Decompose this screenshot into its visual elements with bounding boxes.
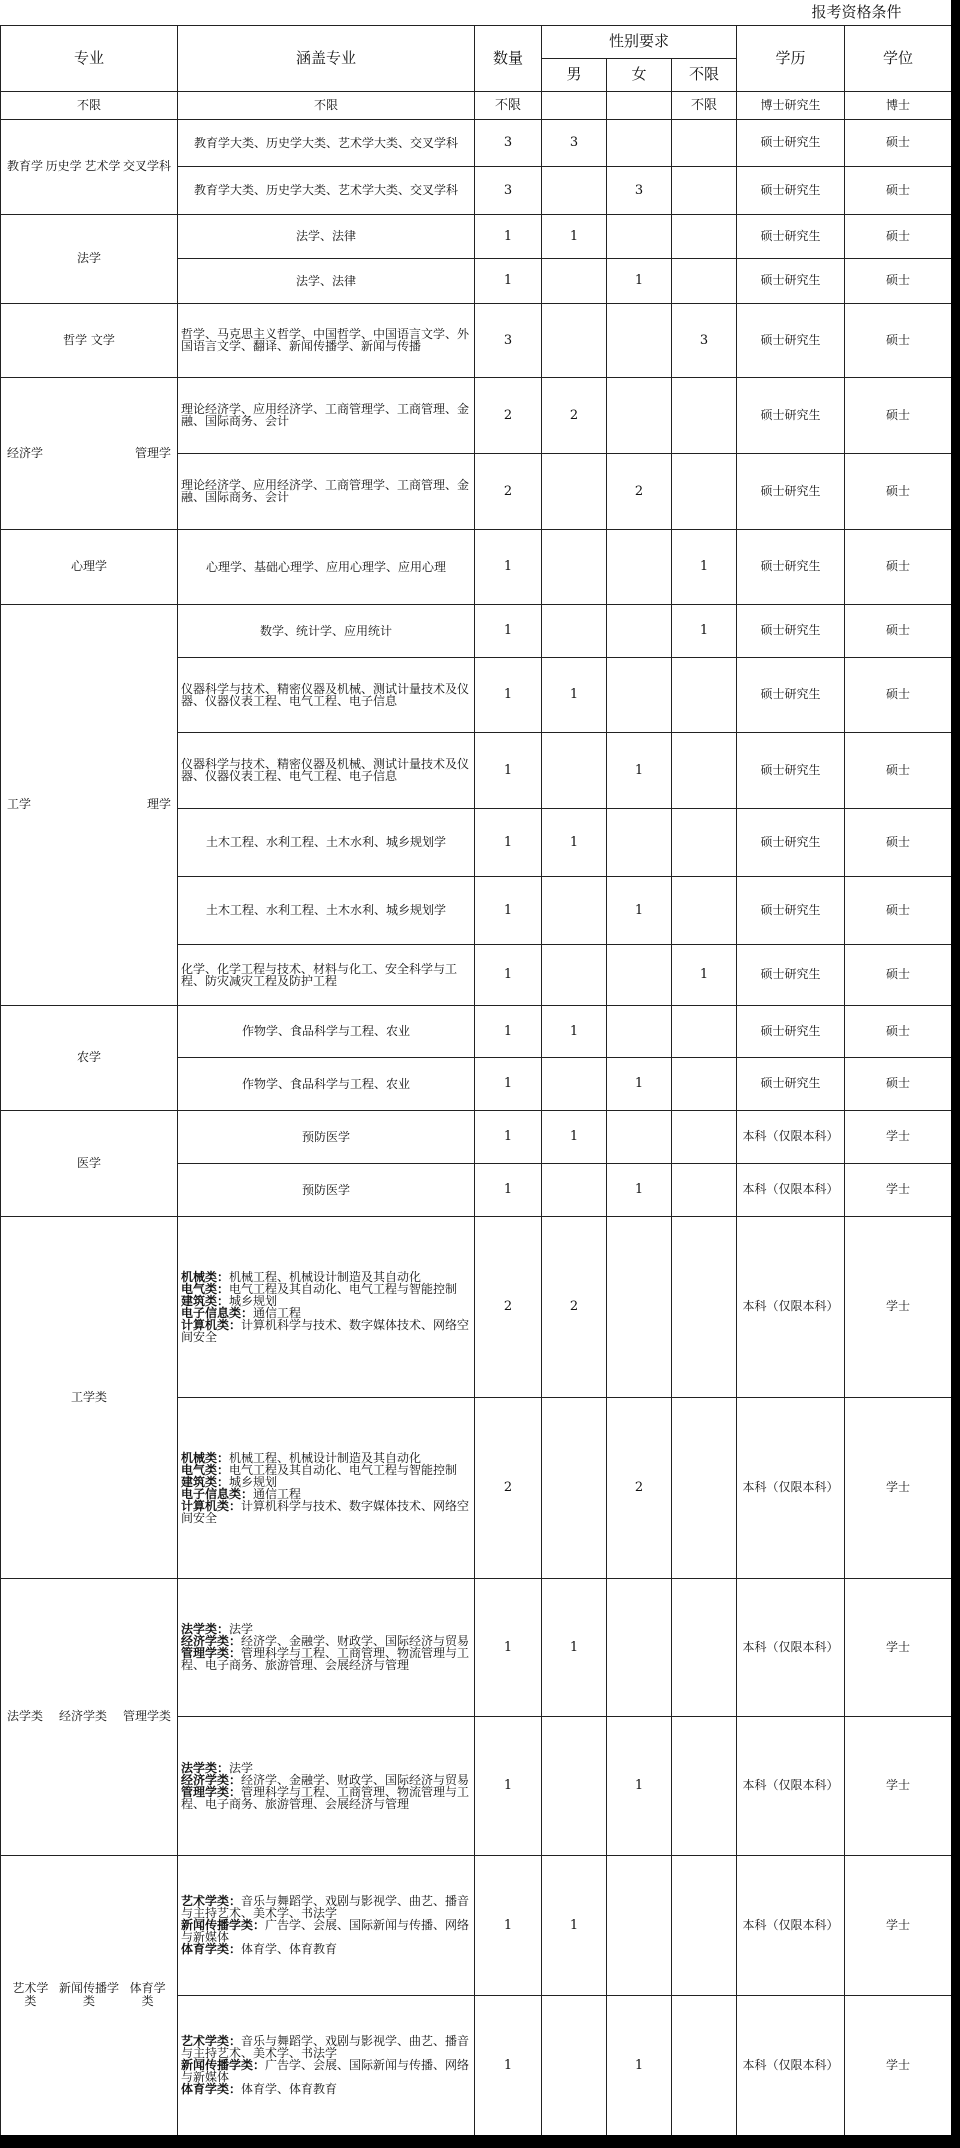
female-cell: 3 [607,166,672,214]
male-cell: 2 [542,1216,607,1397]
major-cell: 哲学 文学 [1,303,178,377]
major-label [3,160,175,173]
education-cell: 硕士研究生 [737,732,845,808]
unlimited-header: 不限 [672,58,737,91]
covered-group-text: 音乐与舞蹈学、戏剧与影视学、曲艺、播音与主持艺术、美术学、书法学 [181,2034,470,2060]
female-cell [607,1855,672,1995]
table-row [1,1855,952,1995]
male-cell: 1 [542,1855,607,1995]
female-cell [607,303,672,377]
covered-group-label: 计算机类： [181,1317,242,1332]
covered-group-label: 法学类： [181,1760,230,1775]
covered-group-label: 电子信息类： [181,1305,254,1320]
unlimited-cell [672,377,737,453]
female-cell [607,1578,672,1716]
major-word: 艺术学 [84,159,121,173]
female-cell [607,529,672,604]
female-cell [607,1216,672,1397]
major-cell [1,1578,178,1855]
education-cell: 硕士研究生 [737,258,845,303]
unlimited-cell: 1 [672,944,737,1005]
table-row [1,1216,952,1397]
covered-group-label: 艺术学类： [181,1894,242,1908]
female-cell: 1 [607,732,672,808]
major-label [3,1710,175,1723]
education-cell: 本科（仅限本科） [737,1216,845,1397]
education-cell: 硕士研究生 [737,944,845,1005]
covered-cell: 仪器科学与技术、精密仪器及机械、测试计量技术及仪器、仪器仪表工程、电气工程、电子信息 [178,732,475,808]
table-row [1,377,952,453]
covered-cell: 仪器科学与技术、精密仪器及机械、测试计量技术及仪器、仪器仪表工程、电气工程、电子信息 [178,657,475,732]
quantity-cell: 不限 [475,91,542,119]
covered-cell [178,1397,475,1578]
female-header: 女 [607,58,672,91]
covered-cell [178,1855,475,1995]
covered-group-label: 建筑类： [181,1293,230,1308]
table-row [1,529,952,604]
degree-cell: 学士 [845,1716,952,1855]
covered-cell: 土木工程、水利工程、土木水利、城乡规划学 [178,876,475,944]
covered-cell [178,1578,475,1716]
covered-group-label: 法学类： [181,1622,230,1636]
unlimited-cell [672,1855,737,1995]
major-cell [1,604,178,1005]
covered-group-text: 音乐与舞蹈学、戏剧与影视学、曲艺、播音与主持艺术、美术学、书法学 [181,1894,470,1920]
quantity-cell: 1 [475,876,542,944]
education-cell: 本科（仅限本科） [737,1716,845,1855]
scan-edge-right [951,0,960,2148]
covered-group-label: 电气类： [181,1281,230,1296]
quantity-cell: 1 [475,604,542,657]
degree-cell: 硕士 [845,258,952,303]
major-word: 理学 [146,797,171,811]
unlimited-cell [672,876,737,944]
education-cell: 硕士研究生 [737,604,845,657]
table-row [1,1005,952,1057]
covered-group-label: 机械类： [181,1269,230,1284]
education-cell: 硕士研究生 [737,453,845,529]
covered-group-text: 经济学、金融学、财政学、国际经济与贸易 [241,1634,470,1648]
covered-cell: 教育学大类、历史学大类、艺术学大类、交叉学科 [178,166,475,214]
covered-group-text: 管理科学与工程、工商管理、物流管理与工程、电子商务、旅游管理、会展经济与管理 [181,1784,470,1811]
male-cell [542,303,607,377]
degree-cell: 硕士 [845,876,952,944]
male-cell [542,1057,607,1110]
covered-cell: 预防医学 [178,1163,475,1216]
covered-group-text: 管理科学与工程、工商管理、物流管理与工程、电子商务、旅游管理、会展经济与管理 [181,1646,470,1672]
covered-group-label: 管理学类： [181,1646,242,1660]
unlimited-cell [672,1005,737,1057]
table-row [1,91,952,119]
degree-cell: 学士 [845,1995,952,2135]
education-cell: 博士研究生 [737,91,845,119]
covered-cell: 理论经济学、应用经济学、工商管理学、工商管理、金融、国际商务、会计 [178,377,475,453]
major-word: 教育学 [7,159,44,173]
quantity-cell: 1 [475,1855,542,1995]
covered-group-text: 体育学、体育教育 [241,2082,338,2096]
major-cell: 医学 [1,1110,178,1216]
female-cell: 2 [607,453,672,529]
covered-group-text: 计算机科学与技术、数字媒体技术、网络空间安全 [181,1498,470,1525]
male-cell [542,1163,607,1216]
major-word: 体育学类 [129,1981,166,2008]
female-cell [607,214,672,258]
covered-group-text: 机械工程、机械设计制造及其自动化 [229,1450,422,1465]
education-cell: 硕士研究生 [737,657,845,732]
male-cell [542,944,607,1005]
quantity-cell: 2 [475,1216,542,1397]
major-label [3,798,175,811]
quantity-cell: 3 [475,119,542,166]
covered-cell [178,1216,475,1397]
education-cell: 本科（仅限本科） [737,1397,845,1578]
degree-cell: 硕士 [845,732,952,808]
quantity-cell: 1 [475,529,542,604]
covered-group-text: 法学 [229,1760,254,1775]
major-label [3,447,175,460]
male-cell: 1 [542,1005,607,1057]
major-cell [1,377,178,529]
header-blank [1,0,178,25]
male-cell [542,1995,607,2135]
header-row-2 [1,25,952,58]
male-cell: 1 [542,1110,607,1163]
covered-group-text: 城乡规划 [229,1293,278,1308]
covered-group-label: 计算机类： [181,1498,242,1513]
male-cell [542,1716,607,1855]
degree-header: 学位 [845,25,952,91]
degree-cell: 学士 [845,1855,952,1995]
degree-cell: 硕士 [845,657,952,732]
quantity-cell: 1 [475,1163,542,1216]
header-row-top [1,0,952,25]
degree-cell: 硕士 [845,604,952,657]
covered-header: 涵盖专业 [178,25,475,91]
degree-cell: 学士 [845,1163,952,1216]
covered-group-label: 新闻传播学类： [181,1918,266,1932]
covered-cell: 化学、化学工程与技术、材料与化工、安全科学与工程、防灾减灾工程及防护工程 [178,944,475,1005]
covered-cell: 教育学大类、历史学大类、艺术学大类、交叉学科 [178,119,475,166]
quantity-cell: 1 [475,732,542,808]
female-cell: 1 [607,1995,672,2135]
degree-cell: 硕士 [845,1005,952,1057]
major-header: 专业 [1,25,178,91]
table-row [1,119,952,166]
male-header: 男 [542,58,607,91]
quantity-cell: 1 [475,657,542,732]
major-word: 历史学 [45,159,82,173]
covered-group-label: 艺术学类： [181,2034,242,2048]
degree-cell: 硕士 [845,166,952,214]
education-cell: 硕士研究生 [737,303,845,377]
education-cell: 本科（仅限本科） [737,1110,845,1163]
covered-cell: 法学、法律 [178,258,475,303]
female-cell [607,1005,672,1057]
major-cell: 法学 [1,214,178,303]
degree-cell: 硕士 [845,303,952,377]
covered-cell: 法学、法律 [178,214,475,258]
female-cell: 1 [607,258,672,303]
covered-group-label: 机械类： [181,1450,230,1465]
education-cell: 硕士研究生 [737,1005,845,1057]
covered-group-label: 管理学类： [181,1784,242,1799]
covered-cell: 预防医学 [178,1110,475,1163]
degree-cell: 学士 [845,1216,952,1397]
covered-group-text: 广告学、会展、国际新闻与传播、网络与新媒体 [181,1918,470,1944]
female-cell: 1 [607,1163,672,1216]
male-cell: 1 [542,1578,607,1716]
female-cell [607,944,672,1005]
covered-group-text: 法学 [229,1622,254,1636]
male-cell: 2 [542,377,607,453]
major-word: 经济学 [7,445,44,460]
covered-cell: 土木工程、水利工程、土木水利、城乡规划学 [178,808,475,876]
education-cell: 本科（仅限本科） [737,1578,845,1716]
male-cell [542,876,607,944]
unlimited-cell [672,1397,737,1578]
male-cell: 1 [542,657,607,732]
major-cell: 农学 [1,1005,178,1110]
education-cell: 硕士研究生 [737,808,845,876]
covered-cell [178,1995,475,2135]
quantity-cell: 2 [475,453,542,529]
education-cell: 硕士研究生 [737,166,845,214]
major-cell: 心理学 [1,529,178,604]
unlimited-cell [672,453,737,529]
covered-cell: 哲学、马克思主义哲学、中国哲学、中国语言文学、外国语言文学、翻译、新闻传播学、新闻与传播 [178,303,475,377]
covered-group-label: 体育学类： [181,1942,242,1956]
male-cell: 1 [542,214,607,258]
covered-group-label: 体育学类： [181,2082,242,2096]
major-cell: 工学类 [1,1216,178,1578]
major-cell [1,119,178,214]
covered-group-text: 体育学、体育教育 [241,1942,338,1956]
male-cell [542,529,607,604]
covered-group-label: 经济学类： [181,1634,242,1648]
covered-group-text: 机械工程、机械设计制造及其自动化 [229,1269,422,1284]
female-cell [607,604,672,657]
female-cell: 2 [607,1397,672,1578]
covered-group-text: 城乡规划 [229,1474,278,1489]
covered-group-text: 计算机科学与技术、数字媒体技术、网络空间安全 [181,1317,470,1344]
covered-group-text: 通信工程 [253,1486,302,1501]
female-cell [607,119,672,166]
covered-cell: 心理学、基础心理学、应用心理学、应用心理 [178,529,475,604]
unlimited-cell [672,258,737,303]
quantity-cell: 2 [475,377,542,453]
major-word: 交叉学科 [122,159,171,173]
education-cell: 硕士研究生 [737,529,845,604]
female-cell [607,657,672,732]
gender-header: 性别要求 [542,25,737,58]
unlimited-cell [672,214,737,258]
unlimited-cell [672,1578,737,1716]
male-cell [542,1397,607,1578]
unlimited-cell [672,1216,737,1397]
covered-cell: 作物学、食品科学与工程、农业 [178,1005,475,1057]
unlimited-cell: 不限 [672,91,737,119]
covered-group-text: 经济学、金融学、财政学、国际经济与贸易 [241,1772,470,1787]
male-cell [542,258,607,303]
quantity-cell: 1 [475,808,542,876]
covered-cell: 理论经济学、应用经济学、工商管理学、工商管理、金融、国际商务、会计 [178,453,475,529]
major-cell: 不限 [1,91,178,119]
degree-cell: 学士 [845,1397,952,1578]
table-row [1,303,952,377]
quantity-cell: 1 [475,1057,542,1110]
degree-cell: 硕士 [845,377,952,453]
male-cell [542,166,607,214]
education-cell: 硕士研究生 [737,119,845,166]
eligibility-header: 报考资格条件 [178,0,952,25]
education-cell: 硕士研究生 [737,377,845,453]
male-cell: 1 [542,808,607,876]
quantity-cell: 1 [475,1578,542,1716]
degree-cell: 硕士 [845,453,952,529]
covered-cell: 数学、统计学、应用统计 [178,604,475,657]
education-cell: 硕士研究生 [737,214,845,258]
table-row [1,1110,952,1163]
male-cell [542,732,607,808]
quantity-cell: 1 [475,1995,542,2135]
quantity-cell: 1 [475,1110,542,1163]
education-cell: 硕士研究生 [737,876,845,944]
degree-cell: 硕士 [845,214,952,258]
major-cell [1,1855,178,2135]
degree-cell: 硕士 [845,808,952,876]
covered-group-label: 新闻传播学类： [181,2058,266,2072]
unlimited-cell: 1 [672,529,737,604]
covered-group-label: 经济学类： [181,1772,242,1787]
female-cell [607,377,672,453]
covered-group-text: 通信工程 [253,1305,302,1320]
female-cell: 1 [607,876,672,944]
quantity-cell: 3 [475,166,542,214]
unlimited-cell: 1 [672,604,737,657]
education-cell: 本科（仅限本科） [737,1855,845,1995]
degree-cell: 硕士 [845,944,952,1005]
unlimited-cell [672,1110,737,1163]
unlimited-cell [672,1995,737,2135]
male-cell [542,604,607,657]
covered-cell: 不限 [178,91,475,119]
major-word: 管理学类 [122,1709,171,1723]
covered-group-text: 电气工程及其自动化、电气工程与智能控制 [229,1281,458,1296]
female-cell [607,1110,672,1163]
quantity-cell: 1 [475,1716,542,1855]
quantity-cell: 1 [475,258,542,303]
quantity-cell: 3 [475,303,542,377]
major-word: 法学类 [7,1709,44,1723]
education-cell: 本科（仅限本科） [737,1163,845,1216]
quantity-cell: 1 [475,944,542,1005]
quantity-cell: 1 [475,214,542,258]
degree-cell: 硕士 [845,529,952,604]
covered-group-text: 广告学、会展、国际新闻与传播、网络与新媒体 [181,2058,470,2084]
unlimited-cell [672,808,737,876]
table-row [1,214,952,258]
major-label [3,1982,175,2008]
unlimited-cell [672,1163,737,1216]
female-cell [607,808,672,876]
quantity-cell: 1 [475,1005,542,1057]
degree-cell: 硕士 [845,119,952,166]
major-word: 经济学类 [58,1709,107,1723]
male-cell [542,91,607,119]
unlimited-cell [672,732,737,808]
covered-group-label: 电子信息类： [181,1486,254,1501]
major-word: 艺术学类 [12,1981,49,2008]
education-cell: 硕士研究生 [737,1057,845,1110]
covered-group-text: 电气工程及其自动化、电气工程与智能控制 [229,1462,458,1477]
degree-cell: 博士 [845,91,952,119]
covered-group-label: 建筑类： [181,1474,230,1489]
unlimited-cell [672,166,737,214]
female-cell [607,91,672,119]
education-header: 学历 [737,25,845,91]
covered-cell [178,1716,475,1855]
male-cell [542,453,607,529]
unlimited-cell [672,119,737,166]
degree-cell: 学士 [845,1578,952,1716]
education-cell: 本科（仅限本科） [737,1995,845,2135]
unlimited-cell [672,1716,737,1855]
table-row [1,604,952,657]
major-word: 管理学 [134,445,171,460]
covered-group-label: 电气类： [181,1462,230,1477]
unlimited-cell [672,1057,737,1110]
degree-cell: 硕士 [845,1057,952,1110]
table-row [1,1578,952,1716]
scan-edge-bottom [0,2135,960,2148]
covered-cell: 作物学、食品科学与工程、农业 [178,1057,475,1110]
major-word: 新闻传播学类 [58,1981,119,2008]
unlimited-cell: 3 [672,303,737,377]
major-word: 工学 [7,797,32,811]
female-cell: 1 [607,1057,672,1110]
male-cell: 3 [542,119,607,166]
unlimited-cell [672,657,737,732]
quantity-header: 数量 [475,25,542,91]
quantity-cell: 2 [475,1397,542,1578]
female-cell: 1 [607,1716,672,1855]
degree-cell: 学士 [845,1110,952,1163]
